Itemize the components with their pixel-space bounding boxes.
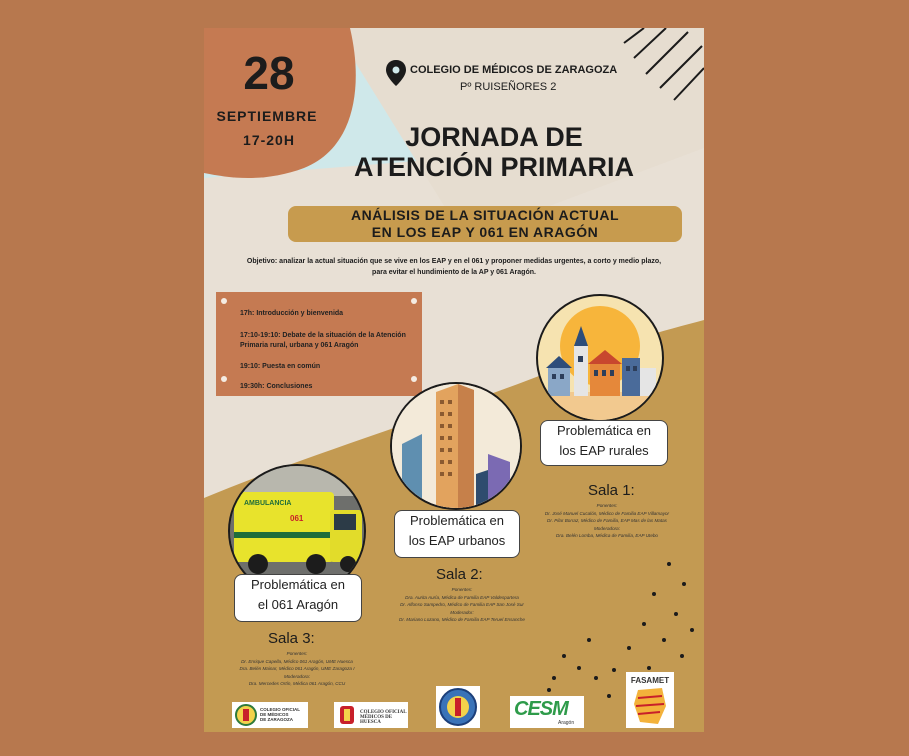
- urban-room-label: [394, 510, 520, 558]
- logo-fasamet-main: FASAMET: [630, 676, 670, 685]
- logo-badge: [436, 686, 480, 728]
- subtitle-line2: EN LOS EAP Y 061 EN ARAGÓN: [371, 224, 599, 240]
- agenda-item-puesta: 19:10: Puesta en común: [240, 363, 321, 370]
- sala-2-line: Ponentes:: [451, 587, 473, 592]
- subtitle-line1: ANÁLISIS DE LA SITUACIÓN ACTUAL: [350, 207, 619, 223]
- sala-3-title: Sala 3:: [268, 630, 315, 647]
- emergency-room-label: [234, 574, 362, 622]
- venue-name: COLEGIO DE MÉDICOS DE ZARAGOZA: [410, 64, 618, 76]
- poster: [204, 28, 704, 732]
- emergency-label-line2: el 061 Aragón: [257, 597, 339, 612]
- logo-fasamet: [626, 672, 674, 728]
- objective-line2: para evitar el hundimiento de la AP y 061 Aragón.: [372, 269, 536, 276]
- event-title-line2: ATENCIÓN PRIMARIA: [354, 152, 634, 182]
- sala-1-speakers: [514, 502, 700, 540]
- agenda-corner-dot: [411, 376, 417, 382]
- sala-3-line: Dra. Mercedes Ortín, Médica 061 Aragón, CCU: [248, 681, 346, 687]
- logo-huesca-line2: MÉDICOS DE HUESCA: [360, 715, 393, 725]
- logo-zaragoza-line1: COLEGIO OFICIAL: [260, 707, 300, 712]
- sala-2-line: Moderador:: [450, 609, 474, 615]
- agenda-corner-dot: [221, 298, 227, 304]
- sala-1-line: Ponentes:: [596, 503, 618, 508]
- village-icon: [538, 296, 662, 420]
- logo-colegio-huesca: [334, 702, 408, 728]
- agenda-corner-dot: [221, 376, 227, 382]
- zaragoza-crest-icon: [234, 703, 258, 727]
- sala-3-speakers: [204, 650, 390, 688]
- event-title: [294, 122, 694, 182]
- sala-3-line: Dr. Enrique Capella, Médico 061 Aragón, UME Huesca: [241, 658, 353, 664]
- logo-zaragoza-line2: DE MÉDICOS: [260, 712, 289, 717]
- rural-room-label: [540, 420, 668, 466]
- subtitle: [288, 207, 682, 241]
- logo-cesm-main: CESM: [514, 698, 568, 720]
- skyscraper-icon: [392, 384, 520, 508]
- sala-2-speakers: [364, 586, 560, 624]
- logo-cesm-sub: Aragón: [558, 720, 575, 726]
- sala-3-line: Ponentes:: [286, 651, 308, 656]
- logo-huesca-line1: COLEGIO OFICIAL: [360, 710, 407, 715]
- logo-zaragoza-line3: DE ZARAGOZA: [260, 717, 293, 722]
- sala-3-line: Dra. Belén Mainar, Médico 061 Aragón, UME Zaragoza I: [239, 666, 355, 672]
- urban-label-line1: Problemática en: [410, 513, 504, 528]
- objective: [218, 256, 690, 278]
- logo-colegio-zaragoza: [232, 702, 308, 728]
- rural-label-line1: Problemática en: [557, 423, 651, 438]
- sala-2-line: Dr. Mariano Lozano, Médico de Familia EAP Teruel Ensanche: [399, 617, 525, 623]
- sala-1-line: Moderadora:: [593, 525, 621, 531]
- objective-line1: Objetivo: analizar la actual situación que se vive en los EAP y en el 061 y proponer medidas urgentes, a corto y medio plazo,: [246, 258, 662, 265]
- sala-1-line: Dra. Belén Lomba, Médica de Familia, EAP Utebo: [556, 533, 658, 539]
- huesca-crest-icon: [336, 704, 358, 726]
- medical-seal-icon: [436, 686, 480, 728]
- sala-3-line: Moderadora:: [283, 673, 311, 679]
- agenda-corner-dot: [411, 298, 417, 304]
- event-month: SEPTIEMBRE: [216, 108, 318, 124]
- venue-address: Pº RUISEÑORES 2: [460, 81, 557, 93]
- aragon-map-icon: [628, 686, 672, 726]
- agenda-item-intro: 17h: Introducción y bienvenida: [240, 310, 344, 317]
- event-title-line1: JORNADA DE: [405, 122, 583, 152]
- rural-town-illustration: [536, 294, 664, 422]
- logo-huesca-text: [360, 710, 408, 725]
- sala-1-line: Dr. Pilar Borraz, Médico de Familia, EAP Mas de las Matas: [547, 518, 667, 524]
- agenda-box: [216, 292, 422, 396]
- ambulance-text: AMBULANCIA: [244, 500, 292, 507]
- event-time: 17-20H: [243, 132, 295, 148]
- urban-buildings-illustration: [390, 382, 522, 510]
- sala-1-line: Dr. José Manuel Cucalón, Médico de Familia EAP Villamayor: [544, 510, 670, 516]
- sala-2-line: Dr. Alfonso Sampedro, Médico de Familia EAP San José Sur: [400, 602, 524, 608]
- sala-1-title: Sala 1:: [588, 482, 635, 499]
- sala-2-line: Dra. Aurita Auría, Médica de Familia EAP Valdespartera: [405, 594, 519, 600]
- agenda-item-debate: 17:10-19:10: Debate de la situación de la Atención Primaria rural, urbana y 061 Aragón: [240, 332, 406, 349]
- event-day: 28: [243, 47, 295, 99]
- logo-cesm: [510, 696, 584, 728]
- sala-2-title: Sala 2:: [436, 566, 483, 583]
- agenda-item-conclusiones: 19:30h: Conclusiones: [240, 383, 313, 390]
- logo-zaragoza-text: [260, 707, 300, 722]
- rural-label-line2: los EAP rurales: [559, 443, 649, 458]
- ambulance-number: 061: [290, 514, 304, 523]
- emergency-label-line1: Problemática en: [251, 577, 345, 592]
- urban-label-line2: los EAP urbanos: [408, 533, 506, 548]
